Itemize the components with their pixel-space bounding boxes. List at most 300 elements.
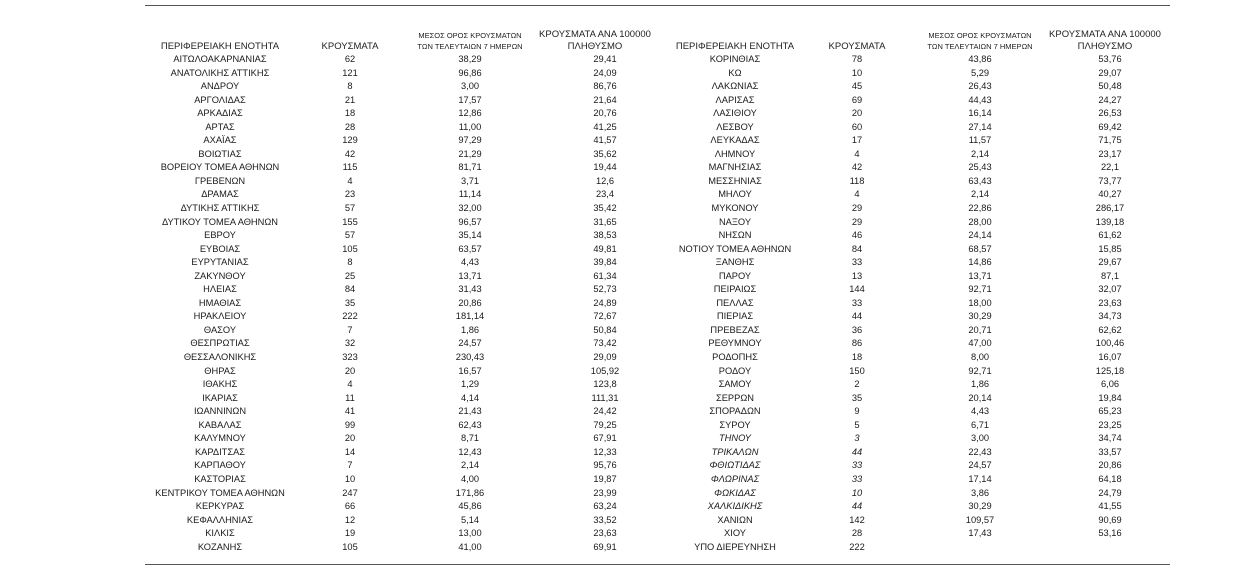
left-cases-cell: 222 (342, 311, 358, 322)
right-per100k-cell: 139,18 (1095, 216, 1125, 227)
left-per100k-cell: 95,76 (593, 460, 617, 471)
right-region-cell: ΤΗΝΟΥ (718, 433, 752, 444)
left-avg7-cell: 4,00 (460, 473, 480, 484)
left-cases-cell: 84 (344, 284, 356, 295)
right-per100k-cell: 26,53 (1098, 108, 1122, 119)
table-row (0, 310, 1242, 324)
left-avg7-cell: 2,14 (460, 460, 480, 471)
left-avg7-cell: 35,14 (458, 230, 482, 241)
left-region-cell: ΑΡΓΟΛΙΔΑΣ (194, 94, 246, 105)
table-row (0, 256, 1242, 270)
left-per100k-cell: 72,67 (593, 311, 617, 322)
right-cases-cell: 18 (851, 352, 863, 363)
table-row (0, 53, 1242, 67)
right-cases-cell: 29 (851, 203, 863, 214)
left-region-cell: ΒΟΙΩΤΙΑΣ (198, 148, 242, 159)
right-per100k-cell: 23,63 (1098, 297, 1122, 308)
left-cases-cell: 11 (345, 392, 355, 403)
right-region-cell: ΞΑΝΘΗΣ (715, 257, 755, 268)
left-per100k-cell: 50,84 (593, 324, 617, 335)
right-region-cell: ΣΥΡΟΥ (719, 419, 751, 430)
right-region-cell: ΚΩ (728, 67, 742, 78)
right-region-cell: ΣΑΜΟΥ (718, 379, 752, 390)
left-cases-cell: 99 (344, 419, 356, 430)
right-region-cell: ΦΘΙΩΤΙΔΑΣ (709, 460, 761, 471)
right-cases-cell: 4 (854, 189, 860, 200)
right-cases-cell: 33 (851, 460, 863, 471)
left-cases-cell: 247 (342, 487, 358, 498)
left-region-cell: ΚΑΣΤΟΡΙΑΣ (194, 473, 246, 484)
left-avg7-cell: 41,00 (458, 541, 482, 552)
left-per100k-cell: 19,44 (593, 162, 617, 173)
left-per100k-cell: 23,4 (595, 189, 615, 200)
table-row (0, 527, 1242, 541)
left-per100k-cell: 39,84 (593, 257, 617, 268)
right-per100k-cell: 34,74 (1098, 433, 1122, 444)
left-cases-cell: 25 (344, 270, 356, 281)
left-region-cell: ΚΑΛΥΜΝΟΥ (194, 433, 246, 444)
right-avg7-cell: 1,86 (970, 379, 990, 390)
left-avg7-cell: 17,57 (458, 94, 482, 105)
table-row (0, 67, 1242, 81)
right-cases-cell: 84 (851, 243, 863, 254)
left-per100k-cell: 33,52 (593, 514, 617, 525)
left-per100k-cell: 29,41 (593, 54, 617, 64)
right-per100k-cell: 6,06 (1100, 379, 1120, 390)
left-region-cell: ΗΜΑΘΙΑΣ (198, 297, 242, 308)
right-avg7-cell: 11,57 (968, 135, 992, 146)
right-region-cell: ΛΕΣΒΟΥ (716, 121, 754, 132)
left-region-cell: ΚΟΖΑΝΗΣ (197, 541, 243, 552)
right-per100k-cell: 29,67 (1098, 257, 1122, 268)
left-cases-cell: 23 (344, 189, 356, 200)
left-per100k-cell: 123,8 (593, 379, 617, 390)
right-cases-cell: 78 (851, 54, 863, 64)
left-per100k-cell: 35,62 (593, 148, 617, 159)
header-cases-left: ΚΡΟΥΣΜΑΤΑ (321, 41, 379, 52)
table-row (0, 419, 1242, 433)
right-cases-cell: 3 (854, 433, 860, 444)
left-cases-cell: 57 (344, 230, 356, 241)
right-cases-cell: 9 (854, 406, 860, 417)
right-region-cell: ΜΥΚΟΝΟΥ (711, 203, 759, 214)
left-avg7-cell: 230,43 (455, 352, 485, 363)
left-per100k-cell: 86,76 (593, 81, 617, 92)
right-cases-cell: 144 (849, 284, 865, 295)
left-cases-cell: 35 (344, 297, 356, 308)
table-row (0, 175, 1242, 189)
right-avg7-cell: 27,14 (968, 121, 992, 132)
right-cases-cell: 33 (851, 257, 863, 268)
right-region-cell: ΦΩΚΙΔΑΣ (714, 487, 756, 498)
table-row (0, 107, 1242, 121)
table-row (0, 405, 1242, 419)
left-cases-cell: 7 (347, 460, 353, 471)
left-region-cell: ΖΑΚΥΝΘΟΥ (194, 270, 246, 281)
left-region-cell: ΚΑΡΔΙΤΣΑΣ (194, 446, 246, 457)
table-row (0, 514, 1242, 528)
right-avg7-cell: 30,29 (968, 501, 992, 512)
left-avg7-cell: 45,86 (458, 501, 482, 512)
right-per100k-cell: 24,79 (1098, 487, 1122, 498)
right-region-cell: ΝΟΤΙΟΥ ΤΟΜΕΑ ΑΘΗΝΩΝ (678, 243, 792, 254)
right-region-cell: ΛΗΜΝΟΥ (714, 148, 756, 159)
right-avg7-cell: 20,14 (968, 392, 992, 403)
left-region-cell: ΕΥΒΟΙΑΣ (199, 243, 241, 254)
left-per100k-cell: 41,25 (593, 121, 617, 132)
left-region-cell: ΔΡΑΜΑΣ (201, 189, 239, 200)
right-per100k-cell: 19,84 (1098, 392, 1122, 403)
right-avg7-cell: 6,71 (970, 419, 990, 430)
right-region-cell: ΡΟΔΟΥ (718, 365, 752, 376)
left-cases-cell: 8 (347, 257, 353, 268)
right-per100k-cell: 20,86 (1098, 460, 1122, 471)
right-region-cell: ΡΟΔΟΠΗΣ (712, 352, 758, 363)
table-row (0, 94, 1242, 108)
right-avg7-cell: 30,29 (968, 311, 992, 322)
header-region-right: ΠΕΡΙΦΕΡΕΙΑΚΗ ΕΝΟΤΗΤΑ (675, 41, 795, 52)
right-region-cell: ΧΑΝΙΩΝ (717, 514, 753, 525)
left-region-cell: ΓΡΕΒΕΝΩΝ (194, 175, 246, 186)
left-avg7-cell: 11,14 (458, 189, 482, 200)
right-region-cell: ΝΑΞΟΥ (718, 216, 752, 227)
left-region-cell: ΑΝΔΡΟΥ (200, 81, 240, 92)
left-cases-cell: 115 (342, 162, 358, 173)
right-avg7-cell: 22,86 (968, 203, 992, 214)
right-avg7-cell: 14,86 (968, 257, 992, 268)
right-region-cell: ΤΡΙΚΑΛΩΝ (711, 446, 759, 457)
left-region-cell: ΚΙΛΚΙΣ (205, 528, 235, 539)
right-cases-cell: 4 (854, 148, 860, 159)
table-row (0, 500, 1242, 514)
right-avg7-cell: 5,29 (970, 67, 990, 78)
right-region-cell: ΛΑΣΙΘΙΟΥ (713, 108, 757, 119)
left-region-cell: ΚΑΡΠΑΘΟΥ (194, 460, 246, 471)
left-avg7-cell: 96,57 (458, 216, 482, 227)
left-avg7-cell: 63,57 (458, 243, 482, 254)
right-avg7-cell: 2,14 (970, 148, 990, 159)
left-per100k-cell: 12,33 (593, 446, 617, 457)
right-region-cell: ΧΙΟΥ (724, 528, 746, 539)
left-per100k-cell: 35,42 (593, 203, 617, 214)
right-per100k-cell: 16,07 (1098, 352, 1122, 363)
left-avg7-cell: 24,57 (458, 338, 482, 349)
left-cases-cell: 121 (342, 67, 358, 78)
right-per100k-cell: 24,27 (1098, 94, 1122, 105)
right-per100k-cell: 62,62 (1098, 324, 1122, 335)
right-avg7-cell: 28,00 (968, 216, 992, 227)
left-region-cell: ΘΕΣΣΑΛΟΝΙΚΗΣ (183, 352, 257, 363)
left-region-cell: ΕΒΡΟΥ (204, 230, 236, 241)
table-row (0, 270, 1242, 284)
right-cases-cell: 33 (851, 297, 863, 308)
right-cases-cell: 17 (851, 135, 863, 146)
right-per100k-cell: 50,48 (1098, 81, 1122, 92)
left-avg7-cell: 1,86 (460, 324, 480, 335)
left-avg7-cell: 96,86 (458, 67, 482, 78)
right-avg7-cell: 2,14 (970, 189, 990, 200)
right-cases-cell: 45 (851, 81, 863, 92)
left-avg7-cell: 5,14 (460, 514, 480, 525)
right-avg7-cell: 43,86 (968, 54, 992, 64)
header-per100k-right-line1: ΚΡΟΥΣΜΑΤΑ ΑΝΑ 100000 (1049, 29, 1161, 40)
top-rule (145, 5, 1170, 6)
right-avg7-cell: 44,43 (968, 94, 992, 105)
left-cases-cell: 323 (342, 352, 358, 363)
left-cases-cell: 57 (344, 203, 356, 214)
right-region-cell: ΥΠΟ ΔΙΕΡΕΥΝΗΣΗ (694, 541, 776, 552)
left-region-cell: ΙΩΑΝΝΙΝΩΝ (193, 406, 247, 417)
left-avg7-cell: 81,71 (458, 162, 482, 173)
left-avg7-cell: 62,43 (458, 419, 482, 430)
table-row (0, 188, 1242, 202)
left-avg7-cell: 38,29 (458, 54, 482, 64)
right-region-cell: ΠΕΛΛΑΣ (716, 297, 754, 308)
left-avg7-cell: 11,00 (458, 121, 482, 132)
right-avg7-cell: 18,00 (968, 297, 992, 308)
left-region-cell: ΕΥΡΥΤΑΝΙΑΣ (191, 257, 249, 268)
left-cases-cell: 14 (344, 446, 356, 457)
left-cases-cell: 19 (344, 528, 356, 539)
right-cases-cell: 118 (849, 175, 865, 186)
right-per100k-cell: 23,25 (1098, 419, 1122, 430)
right-cases-cell: 150 (849, 365, 865, 376)
left-per100k-cell: 73,42 (593, 338, 617, 349)
left-cases-cell: 105 (342, 541, 358, 552)
left-avg7-cell: 13,00 (458, 528, 482, 539)
left-per100k-cell: 41,57 (593, 135, 617, 146)
left-per100k-cell: 12,6 (595, 175, 615, 186)
bottom-rule (145, 564, 1170, 565)
right-per100k-cell: 32,07 (1098, 284, 1122, 295)
left-per100k-cell: 69,91 (593, 541, 617, 552)
right-region-cell: ΚΟΡΙΝΘΙΑΣ (709, 54, 761, 64)
left-avg7-cell: 97,29 (458, 135, 482, 146)
left-per100k-cell: 105,92 (590, 365, 620, 376)
left-region-cell: ΚΑΒΑΛΑΣ (198, 419, 242, 430)
left-region-cell: ΚΕΡΚΥΡΑΣ (195, 501, 245, 512)
left-per100k-cell: 29,09 (593, 352, 617, 363)
left-avg7-cell: 20,86 (458, 297, 482, 308)
left-per100k-cell: 49,81 (593, 243, 617, 254)
table-row (0, 337, 1242, 351)
right-per100k-cell: 73,77 (1098, 175, 1122, 186)
right-cases-cell: 20 (851, 108, 863, 119)
right-avg7-cell: 22,43 (968, 446, 992, 457)
left-region-cell: ΘΑΣΟΥ (203, 324, 237, 335)
right-cases-cell: 222 (849, 541, 865, 552)
right-avg7-cell: 63,43 (968, 175, 992, 186)
left-avg7-cell: 21,29 (458, 148, 482, 159)
cases-table (0, 53, 1242, 554)
right-per100k-cell: 71,75 (1098, 135, 1122, 146)
left-cases-cell: 12 (344, 514, 356, 525)
right-avg7-cell: 17,43 (968, 528, 992, 539)
right-cases-cell: 60 (851, 121, 863, 132)
right-per100k-cell: 34,73 (1098, 311, 1122, 322)
right-region-cell: ΧΑΛΚΙΔΙΚΗΣ (707, 501, 763, 512)
left-avg7-cell: 181,14 (455, 311, 485, 322)
left-cases-cell: 21 (344, 94, 356, 105)
left-region-cell: ΙΘΑΚΗΣ (202, 379, 238, 390)
left-avg7-cell: 171,86 (455, 487, 485, 498)
left-region-cell: ΑΡΚΑΔΙΑΣ (197, 108, 243, 119)
right-per100k-cell: 286,17 (1095, 203, 1125, 214)
table-row (0, 487, 1242, 501)
table-row (0, 365, 1242, 379)
right-cases-cell: 142 (849, 514, 865, 525)
left-avg7-cell: 3,00 (460, 81, 480, 92)
left-per100k-cell: 67,91 (593, 433, 617, 444)
right-per100k-cell: 53,16 (1098, 528, 1122, 539)
table-row (0, 473, 1242, 487)
right-avg7-cell: 20,71 (968, 324, 992, 335)
right-avg7-cell: 16,14 (968, 108, 992, 119)
left-cases-cell: 18 (344, 108, 356, 119)
left-region-cell: ΗΛΕΙΑΣ (203, 284, 237, 295)
right-region-cell: ΛΑΚΩΝΙΑΣ (711, 81, 759, 92)
right-per100k-cell: 40,27 (1098, 189, 1122, 200)
left-cases-cell: 62 (344, 54, 356, 64)
header-per100k-right-line2: ΠΛΗΘΥΣΜΟ (1077, 41, 1133, 52)
right-region-cell: ΠΑΡΟΥ (718, 270, 752, 281)
left-region-cell: ΚΕΝΤΡΙΚΟΥ ΤΟΜΕΑ ΑΘΗΝΩΝ (155, 487, 285, 498)
left-per100k-cell: 79,25 (593, 419, 617, 430)
right-region-cell: ΣΕΡΡΩΝ (715, 392, 754, 403)
left-avg7-cell: 8,71 (460, 433, 480, 444)
left-cases-cell: 4 (347, 175, 353, 186)
right-per100k-cell: 61,62 (1098, 230, 1122, 241)
left-avg7-cell: 32,00 (458, 203, 482, 214)
left-per100k-cell: 23,99 (593, 487, 617, 498)
left-region-cell: ΑΙΤΩΛΟΑΚΑΡΝΑΝΙΑΣ (173, 54, 267, 64)
right-region-cell: ΠΡΕΒΕΖΑΣ (710, 324, 760, 335)
left-cases-cell: 7 (347, 324, 353, 335)
left-region-cell: ΚΕΦΑΛΛΗΝΙΑΣ (186, 514, 254, 525)
right-per100k-cell: 125,18 (1095, 365, 1125, 376)
right-per100k-cell: 41,55 (1098, 501, 1122, 512)
left-per100k-cell: 24,42 (593, 406, 617, 417)
right-cases-cell: 44 (851, 501, 863, 512)
table-row (0, 324, 1242, 338)
table-row (0, 459, 1242, 473)
left-avg7-cell: 3,71 (460, 175, 480, 186)
header-avg-right-line2: ΤΩΝ ΤΕΛΕΥΤΑΙΩΝ 7 ΗΜΕΡΩΝ (927, 42, 1033, 51)
left-cases-cell: 32 (344, 338, 356, 349)
left-avg7-cell: 31,43 (458, 284, 482, 295)
right-avg7-cell: 68,57 (968, 243, 992, 254)
right-avg7-cell: 3,86 (970, 487, 990, 498)
table-row (0, 283, 1242, 297)
table-row (0, 392, 1242, 406)
right-cases-cell: 86 (851, 338, 863, 349)
table-row (0, 121, 1242, 135)
right-cases-cell: 46 (851, 230, 863, 241)
left-cases-cell: 10 (344, 473, 356, 484)
table-row (0, 161, 1242, 175)
right-avg7-cell: 4,43 (970, 406, 990, 417)
right-cases-cell: 44 (851, 446, 863, 457)
left-per100k-cell: 52,73 (593, 284, 617, 295)
right-per100k-cell: 22,1 (1100, 162, 1120, 173)
left-per100k-cell: 24,89 (593, 297, 617, 308)
table-row (0, 378, 1242, 392)
left-cases-cell: 129 (342, 135, 358, 146)
table-row (0, 243, 1242, 257)
right-per100k-cell: 64,18 (1098, 473, 1122, 484)
header-avg-left-line1: ΜΕΣΟΣ ΟΡΟΣ ΚΡΟΥΣΜΑΤΩΝ (418, 31, 522, 40)
left-per100k-cell: 31,65 (593, 216, 617, 227)
table-row (0, 541, 1242, 555)
left-cases-cell: 4 (347, 379, 353, 390)
right-avg7-cell: 109,57 (965, 514, 995, 525)
right-avg7-cell: 3,00 (970, 433, 990, 444)
right-avg7-cell: 25,43 (968, 162, 992, 173)
header-region-left: ΠΕΡΙΦΕΡΕΙΑΚΗ ΕΝΟΤΗΤΑ (160, 41, 280, 52)
table-row (0, 134, 1242, 148)
right-per100k-cell: 33,57 (1098, 446, 1122, 457)
left-cases-cell: 20 (344, 365, 356, 376)
right-cases-cell: 29 (851, 216, 863, 227)
left-per100k-cell: 20,76 (593, 108, 617, 119)
right-region-cell: ΛΑΡΙΣΑΣ (715, 94, 755, 105)
table-row (0, 148, 1242, 162)
left-avg7-cell: 13,71 (458, 270, 482, 281)
right-avg7-cell: 13,71 (968, 270, 992, 281)
right-region-cell: ΦΛΩΡΙΝΑΣ (710, 473, 760, 484)
left-region-cell: ΑΧΑΪΑΣ (203, 135, 237, 146)
left-avg7-cell: 21,43 (458, 406, 482, 417)
right-per100k-cell: 69,42 (1098, 121, 1122, 132)
left-region-cell: ΔΥΤΙΚΟΥ ΤΟΜΕΑ ΑΘΗΝΩΝ (161, 216, 279, 227)
right-region-cell: ΠΙΕΡΙΑΣ (716, 311, 754, 322)
left-region-cell: ΔΥΤΙΚΗΣ ΑΤΤΙΚΗΣ (180, 203, 260, 214)
right-avg7-cell: 24,57 (968, 460, 992, 471)
left-region-cell: ΘΗΡΑΣ (204, 365, 236, 376)
table-row (0, 432, 1242, 446)
header-avg-left-line2: ΤΩΝ ΤΕΛΕΥΤΑΙΩΝ 7 ΗΜΕΡΩΝ (417, 42, 523, 51)
right-region-cell: ΠΕΙΡΑΙΩΣ (713, 284, 757, 295)
right-cases-cell: 33 (851, 473, 863, 484)
header-per100k-left-line2: ΠΛΗΘΥΣΜΟ (567, 41, 623, 52)
right-avg7-cell: 8,00 (970, 352, 990, 363)
right-cases-cell: 69 (851, 94, 863, 105)
left-per100k-cell: 38,53 (593, 230, 617, 241)
right-region-cell: ΣΠΟΡΑΔΩΝ (709, 406, 761, 417)
table-row (0, 216, 1242, 230)
table-row (0, 80, 1242, 94)
right-cases-cell: 2 (854, 379, 860, 390)
header-per100k-left-line1: ΚΡΟΥΣΜΑΤΑ ΑΝΑ 100000 (539, 29, 651, 40)
left-avg7-cell: 12,43 (458, 446, 482, 457)
left-cases-cell: 28 (344, 121, 356, 132)
right-avg7-cell: 47,00 (968, 338, 992, 349)
right-cases-cell: 36 (851, 324, 863, 335)
table-row (0, 202, 1242, 216)
left-region-cell: ΗΡΑΚΛΕΙΟΥ (193, 311, 247, 322)
right-per100k-cell: 29,07 (1098, 67, 1122, 78)
right-region-cell: ΜΕΣΣΗΝΙΑΣ (708, 175, 762, 186)
right-per100k-cell: 100,46 (1095, 338, 1125, 349)
table-row (0, 446, 1242, 460)
header-avg-right-line1: ΜΕΣΟΣ ΟΡΟΣ ΚΡΟΥΣΜΑΤΩΝ (928, 31, 1032, 40)
right-cases-cell: 42 (851, 162, 863, 173)
right-per100k-cell: 87,1 (1100, 270, 1120, 281)
right-per100k-cell: 15,85 (1098, 243, 1122, 254)
right-cases-cell: 10 (851, 487, 863, 498)
left-cases-cell: 20 (344, 433, 356, 444)
left-cases-cell: 105 (342, 243, 358, 254)
